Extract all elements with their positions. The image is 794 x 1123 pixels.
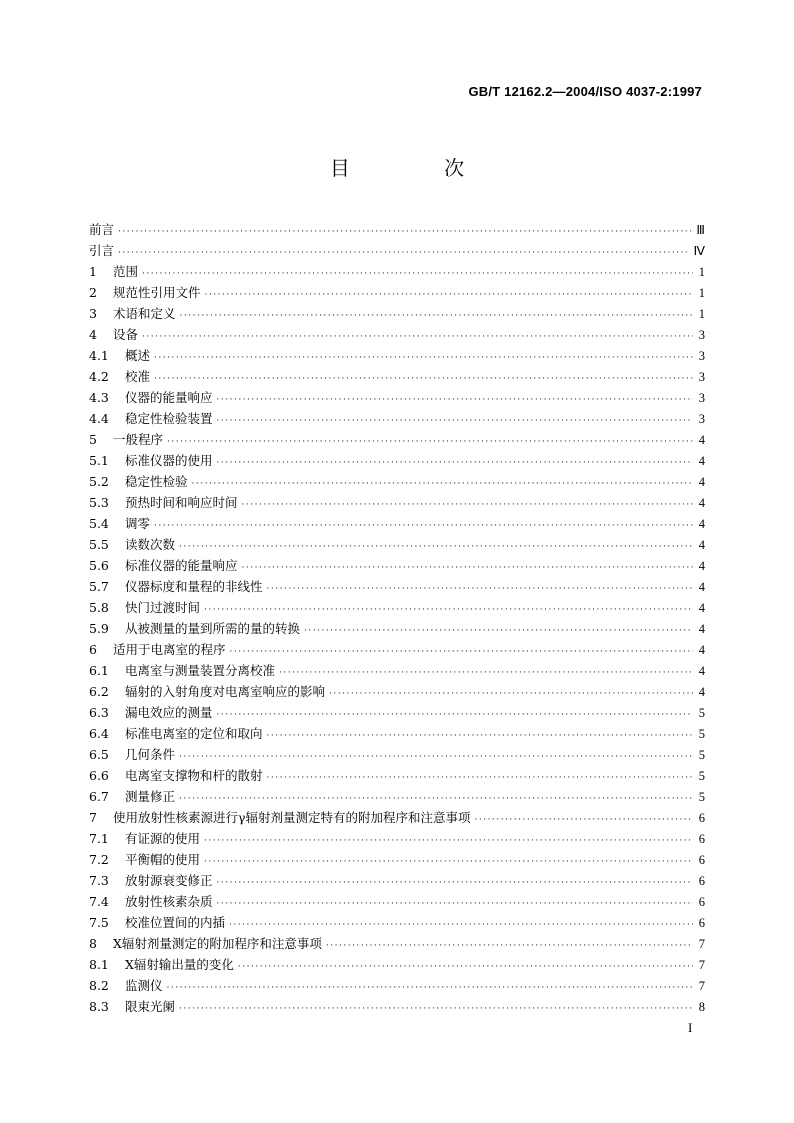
- toc-entry-title: 平衡帽的使用: [125, 852, 201, 867]
- toc-entry[interactable]: [89, 912, 705, 933]
- toc-entry[interactable]: [89, 408, 705, 429]
- toc-entry-page: 3: [698, 349, 705, 363]
- toc-entry-page: 5: [698, 748, 705, 762]
- page-number: I: [688, 1020, 693, 1035]
- toc-entry-title: 校准: [125, 369, 151, 384]
- toc-dot-leader: [179, 537, 693, 558]
- toc-entry-number: 7: [89, 810, 97, 825]
- toc-entry-page: 7: [698, 958, 705, 972]
- toc-dot-leader: [217, 453, 693, 474]
- toc-entry[interactable]: [89, 723, 705, 744]
- toc-dot-leader: [267, 768, 693, 789]
- toc-entry-number: 6: [89, 642, 97, 657]
- toc-entry-number: 7.3: [89, 873, 109, 888]
- toc-dot-leader: [179, 999, 693, 1020]
- toc-entry-title: 适用于电离室的程序: [113, 642, 226, 657]
- toc-entry[interactable]: [89, 681, 705, 702]
- toc-entry-title: 辐射的入射角度对电离室响应的影响: [125, 684, 326, 699]
- toc-entry[interactable]: [89, 828, 705, 849]
- toc-entry[interactable]: [89, 345, 705, 366]
- toc-entry[interactable]: [89, 618, 705, 639]
- toc-dot-leader: [217, 894, 693, 915]
- toc-dot-leader: [279, 663, 693, 684]
- toc-entry-title: 几何条件: [125, 747, 176, 762]
- toc-entry-page: 7: [698, 979, 705, 993]
- toc-entry-title: 漏电效应的测量: [125, 705, 213, 720]
- toc-entry-title: 电离室与测量装置分离校准: [125, 663, 276, 678]
- toc-entry-number: 7.2: [89, 852, 109, 867]
- toc-entry-page: 3: [698, 412, 705, 426]
- toc-entry[interactable]: [89, 744, 705, 765]
- toc-dot-leader: [267, 726, 693, 747]
- toc-entry-title: 限束光阑: [125, 999, 176, 1014]
- toc-entry-title: 从被测量的量到所需的量的转换: [125, 621, 301, 636]
- toc-entry-page: 4: [698, 496, 705, 510]
- toc-entry-number: 4.1: [89, 348, 109, 363]
- toc-entry-number: 7.4: [89, 894, 109, 909]
- toc-dot-leader: [154, 348, 693, 369]
- toc-entry-number: 5.5: [89, 537, 109, 552]
- toc-entry-page: 1: [698, 265, 705, 279]
- toc-entry-number: 3: [89, 306, 97, 321]
- toc-entry-number: 2: [89, 285, 97, 300]
- toc-entry-number: 6.2: [89, 684, 109, 699]
- toc-entry-page: 4: [698, 622, 705, 636]
- toc-entry-page: 8: [698, 1000, 705, 1014]
- toc-entry-title: 标准仪器的能量响应: [125, 558, 238, 573]
- toc-entry-page: 3: [698, 328, 705, 342]
- toc-entry-number: 5.3: [89, 495, 109, 510]
- toc-dot-leader: [154, 369, 693, 390]
- toc-entry[interactable]: [89, 534, 705, 555]
- toc-entry-number: 5.8: [89, 600, 109, 615]
- toc-entry-number: 4.3: [89, 390, 109, 405]
- toc-dot-leader: [267, 579, 693, 600]
- toc-list: [89, 219, 705, 1017]
- toc-entry[interactable]: [89, 807, 705, 828]
- toc-entry-number: 7.5: [89, 915, 109, 930]
- toc-entry-page: 6: [698, 832, 705, 846]
- toc-entry-number: 1: [89, 264, 97, 279]
- toc-entry-title: 一般程序: [113, 432, 164, 447]
- toc-entry[interactable]: [89, 933, 705, 954]
- toc-entry-number: 6.5: [89, 747, 109, 762]
- toc-entry-number: 8: [89, 936, 97, 951]
- toc-entry[interactable]: [89, 870, 705, 891]
- toc-dot-leader: [118, 222, 692, 243]
- toc-dot-leader: [329, 684, 693, 705]
- toc-entry-title: 规范性引用文件: [113, 285, 201, 300]
- toc-entry[interactable]: [89, 492, 705, 513]
- toc-dot-leader: [167, 978, 693, 999]
- toc-entry-title: 电离室支撑物和杆的散射: [125, 768, 263, 783]
- toc-dot-leader: [167, 432, 693, 453]
- toc-dot-leader: [242, 495, 693, 516]
- toc-entry-title: 调零: [125, 516, 151, 531]
- toc-entry-page: 6: [698, 811, 705, 825]
- toc-entry-page: 5: [698, 727, 705, 741]
- toc-dot-leader: [142, 264, 693, 285]
- toc-entry-page: 5: [698, 790, 705, 804]
- toc-entry[interactable]: [89, 303, 705, 324]
- toc-entry-page: 3: [698, 370, 705, 384]
- toc-dot-leader: [217, 411, 693, 432]
- toc-dot-leader: [204, 831, 693, 852]
- toc-dot-leader: [180, 306, 693, 327]
- toc-entry-number: 8.1: [89, 957, 109, 972]
- toc-entry-title: 稳定性检验装置: [125, 411, 213, 426]
- toc-entry-title: 读数次数: [125, 537, 176, 552]
- toc-entry-number: 5.7: [89, 579, 109, 594]
- toc-entry-title: 测量修正: [125, 789, 176, 804]
- toc-entry-number: 5.1: [89, 453, 109, 468]
- toc-entry[interactable]: [89, 513, 705, 534]
- toc-entry-title: 范围: [113, 264, 139, 279]
- toc-entry[interactable]: [89, 240, 705, 261]
- toc-title: 目 次: [329, 156, 509, 180]
- toc-entry-number: 8.3: [89, 999, 109, 1014]
- toc-dot-leader: [474, 810, 693, 831]
- standard-code: GB/T 12162.2—2004/ISO 4037-2:1997: [468, 84, 702, 99]
- toc-entry-number: 6.7: [89, 789, 109, 804]
- toc-entry-title: 设备: [113, 327, 139, 342]
- toc-entry-page: 6: [698, 853, 705, 867]
- toc-entry[interactable]: [89, 786, 705, 807]
- toc-dot-leader: [230, 642, 693, 663]
- toc-entry-title: 引言: [89, 243, 115, 258]
- toc-entry-number: 6.6: [89, 768, 109, 783]
- toc-entry-number: 5.9: [89, 621, 109, 636]
- toc-entry-page: 4: [698, 643, 705, 657]
- toc-dot-leader: [217, 873, 693, 894]
- toc-entry-page: 4: [698, 433, 705, 447]
- toc-dot-leader: [142, 327, 693, 348]
- toc-entry-title: 术语和定义: [113, 306, 176, 321]
- toc-dot-leader: [326, 936, 693, 957]
- toc-entry-title: 有证源的使用: [125, 831, 201, 846]
- toc-entry-page: 4: [698, 559, 705, 573]
- toc-entry-page: 7: [698, 937, 705, 951]
- toc-dot-leader: [217, 390, 693, 411]
- toc-entry[interactable]: [89, 576, 705, 597]
- toc-entry[interactable]: [89, 639, 705, 660]
- toc-dot-leader: [154, 516, 693, 537]
- toc-dot-leader: [204, 852, 693, 873]
- toc-entry-title: 概述: [125, 348, 151, 363]
- toc-entry-title: X辐射剂量测定的附加程序和注意事项: [113, 936, 322, 951]
- toc-entry[interactable]: [89, 387, 705, 408]
- toc-dot-leader: [192, 474, 693, 495]
- toc-entry-number: 6.1: [89, 663, 109, 678]
- toc-entry[interactable]: [89, 765, 705, 786]
- toc-entry[interactable]: [89, 366, 705, 387]
- toc-entry-number: 8.2: [89, 978, 109, 993]
- toc-entry-page: 1: [698, 286, 705, 300]
- toc-entry-title: X辐射输出量的变化: [125, 957, 234, 972]
- toc-entry-page: 4: [698, 601, 705, 615]
- toc-entry-page: 4: [698, 475, 705, 489]
- toc-entry-page: 5: [698, 769, 705, 783]
- toc-entry[interactable]: [89, 324, 705, 345]
- toc-entry-page: 3: [698, 391, 705, 405]
- toc-entry[interactable]: [89, 471, 705, 492]
- toc-entry-page: 4: [698, 685, 705, 699]
- toc-entry-title: 放射源衰变修正: [125, 873, 213, 888]
- toc-entry-title: 快门过渡时间: [125, 600, 201, 615]
- toc-entry-number: 6.4: [89, 726, 109, 741]
- toc-entry-page: 4: [698, 538, 705, 552]
- toc-dot-leader: [118, 243, 689, 264]
- toc-entry-page: 6: [698, 874, 705, 888]
- toc-entry[interactable]: [89, 954, 705, 975]
- toc-entry[interactable]: [89, 555, 705, 576]
- toc-dot-leader: [238, 957, 693, 978]
- toc-entry-number: 5.6: [89, 558, 109, 573]
- toc-entry-title: 校准位置间的内插: [125, 915, 226, 930]
- toc-entry-title: 放射性核素杂质: [125, 894, 213, 909]
- toc-entry-page: 4: [698, 664, 705, 678]
- toc-entry-number: 5.2: [89, 474, 109, 489]
- toc-entry[interactable]: [89, 429, 705, 450]
- toc-dot-leader: [304, 621, 693, 642]
- toc-entry-number: 4.2: [89, 369, 109, 384]
- toc-entry-title: 仪器标度和量程的非线性: [125, 579, 263, 594]
- toc-entry-title: 预热时间和响应时间: [125, 495, 238, 510]
- toc-entry[interactable]: [89, 660, 705, 681]
- toc-entry[interactable]: [89, 975, 705, 996]
- toc-entry[interactable]: [89, 996, 705, 1017]
- toc-entry-page: 4: [698, 580, 705, 594]
- toc-entry-title: 仪器的能量响应: [125, 390, 213, 405]
- toc-entry[interactable]: [89, 702, 705, 723]
- toc-entry[interactable]: [89, 261, 705, 282]
- toc-entry-page: 5: [698, 706, 705, 720]
- toc-entry-number: 6.3: [89, 705, 109, 720]
- toc-entry-page: Ⅳ: [693, 244, 705, 258]
- toc-entry-page: 6: [698, 916, 705, 930]
- toc-entry-page: 4: [698, 517, 705, 531]
- toc-entry-title: 使用放射性核素源进行γ辐射剂量测定特有的附加程序和注意事项: [113, 810, 471, 825]
- toc-entry[interactable]: [89, 891, 705, 912]
- toc-entry-number: 4: [89, 327, 97, 342]
- toc-entry-number: 4.4: [89, 411, 109, 426]
- toc-entry-page: 4: [698, 454, 705, 468]
- toc-dot-leader: [217, 705, 693, 726]
- toc-entry[interactable]: [89, 450, 705, 471]
- toc-entry-number: 7.1: [89, 831, 109, 846]
- toc-entry-number: 5: [89, 432, 97, 447]
- toc-entry-title: 稳定性检验: [125, 474, 188, 489]
- toc-dot-leader: [205, 285, 693, 306]
- toc-entry-page: 6: [698, 895, 705, 909]
- toc-entry-title: 标准电离室的定位和取向: [125, 726, 263, 741]
- toc-entry-title: 前言: [89, 222, 115, 237]
- toc-entry[interactable]: [89, 219, 705, 240]
- toc-entry[interactable]: [89, 282, 705, 303]
- toc-dot-leader: [242, 558, 693, 579]
- toc-entry-title: 监测仪: [125, 978, 163, 993]
- toc-entry-page: 1: [698, 307, 705, 321]
- toc-entry-title: 标准仪器的使用: [125, 453, 213, 468]
- toc-entry[interactable]: [89, 849, 705, 870]
- toc-entry-page: Ⅲ: [696, 223, 705, 237]
- toc-entry-number: 5.4: [89, 516, 109, 531]
- toc-entry[interactable]: [89, 597, 705, 618]
